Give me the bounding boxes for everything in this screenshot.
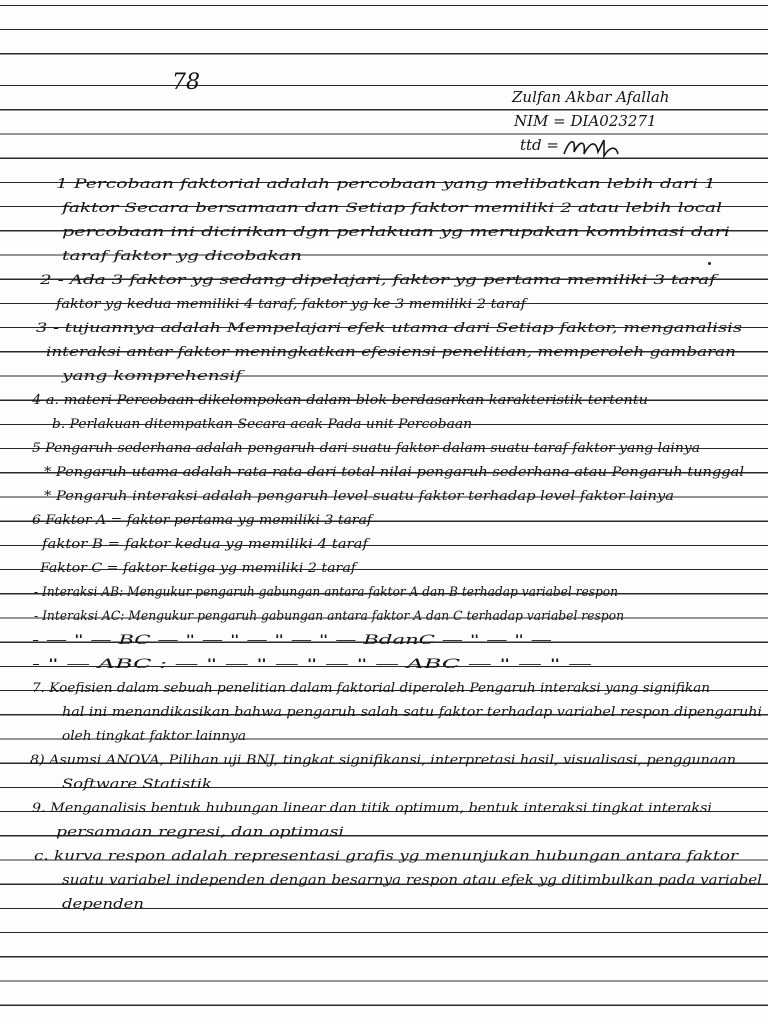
answer-line: interaksi antar faktor meningkatkan efesiensi penelitian, memperoleh gambaran <box>46 345 736 360</box>
signature-label: ttd = <box>520 136 559 154</box>
answer-line: 8) Asumsi ANOVA, Pilihan uji BNJ, tingkat signifikansi, interpretasi hasil, visualisasi, penggunaan <box>30 753 736 768</box>
answer-line: persamaan regresi, dan optimasi <box>56 825 344 840</box>
answer-line: - Interaksi AB: Mengukur pengaruh gabungan antara faktor A dan B terhadap variabel respon <box>34 585 618 600</box>
ink-dot <box>708 262 711 265</box>
answer-line: * Pengaruh utama adalah rata-rata dari total nilai pengaruh sederhana atau Pengaruh tunggal <box>44 465 744 480</box>
answer-line: * Pengaruh interaksi adalah pengaruh level suatu faktor terhadap level faktor lainya <box>44 489 674 504</box>
answer-line: faktor yg kedua memiliki 4 taraf, faktor yg ke 3 memiliki 2 taraf <box>56 297 526 312</box>
answer-line: 2 - Ada 3 faktor yg sedang dipelajari, faktor yg pertama memiliki 3 taraf <box>40 273 716 288</box>
answer-line: Software Statistik <box>62 777 212 792</box>
answer-line: 3 - tujuannya adalah Mempelajari efek utama dari Setiap faktor, menganalisis <box>36 321 742 336</box>
answer-line: oleh tingkat faktor lainnya <box>62 729 246 744</box>
answer-line: faktor B = faktor kedua yg memiliki 4 taraf <box>42 537 368 552</box>
answer-line: taraf faktor yg dicobakan <box>62 249 302 264</box>
student-nim: NIM = DIA023271 <box>514 112 657 130</box>
answer-line: 5 Pengaruh sederhana adalah pengaruh dari suatu faktor dalam suatu taraf faktor yang lainya <box>32 441 700 456</box>
answer-line: 4 a. materi Percobaan dikelompokan dalam blok berdasarkan karakteristik tertentu <box>32 393 648 408</box>
student-name-text: Zulfan Akbar Afallah <box>512 88 670 106</box>
answer-line: dependen <box>62 897 144 912</box>
answer-line: c. kurva respon adalah representasi grafis yg menunjukan hubungan antara faktor <box>34 849 738 864</box>
answer-line: - Interaksi AC: Mengukur pengaruh gabungan antara faktor A dan C terhadap variabel respon <box>34 609 624 624</box>
score-mark: 78 <box>172 70 200 95</box>
answer-line: 6 Faktor A = faktor pertama yg memiliki 3 taraf <box>32 513 373 528</box>
answer-line: faktor Secara bersamaan dan Setiap faktor memiliki 2 atau lebih local <box>62 201 722 216</box>
answer-line: - " — ABC : — " — " — " — " — ABC — " — " — <box>32 657 592 672</box>
answer-line: Faktor C = faktor ketiga yg memiliki 2 taraf <box>40 561 356 576</box>
answer-line: 9. Menganalisis bentuk hubungan linear dan titik optimum, bentuk interaksi tingkat interaksi <box>32 801 712 816</box>
answer-line: yang komprehensif <box>62 369 242 384</box>
answer-line: b. Perlakuan ditempatkan Secara acak Pada unit Percobaan <box>52 417 472 432</box>
answer-line: - — " — BC — " — " — " — " — BdanC — " — " — <box>32 633 552 648</box>
answer-line: 1 Percobaan faktorial adalah percobaan yang melibatkan lebih dari 1 <box>56 177 716 192</box>
answer-line: hal ini menandikasikan bahwa pengaruh salah satu faktor terhadap variabel respon dipengaruhi <box>62 705 762 720</box>
answer-line: suatu variabel independen dengan besarnya respon atau efek yg ditimbulkan pada variabel <box>62 873 762 888</box>
signature-mark <box>560 134 622 160</box>
answer-line: 7. Koefisien dalam sebuah penelitian dalam faktorial diperoleh Pengaruh interaksi yang signifikan <box>32 681 710 696</box>
answer-line: percobaan ini dicirikan dgn perlakuan yg merupakan kombinasi dari <box>62 225 730 240</box>
